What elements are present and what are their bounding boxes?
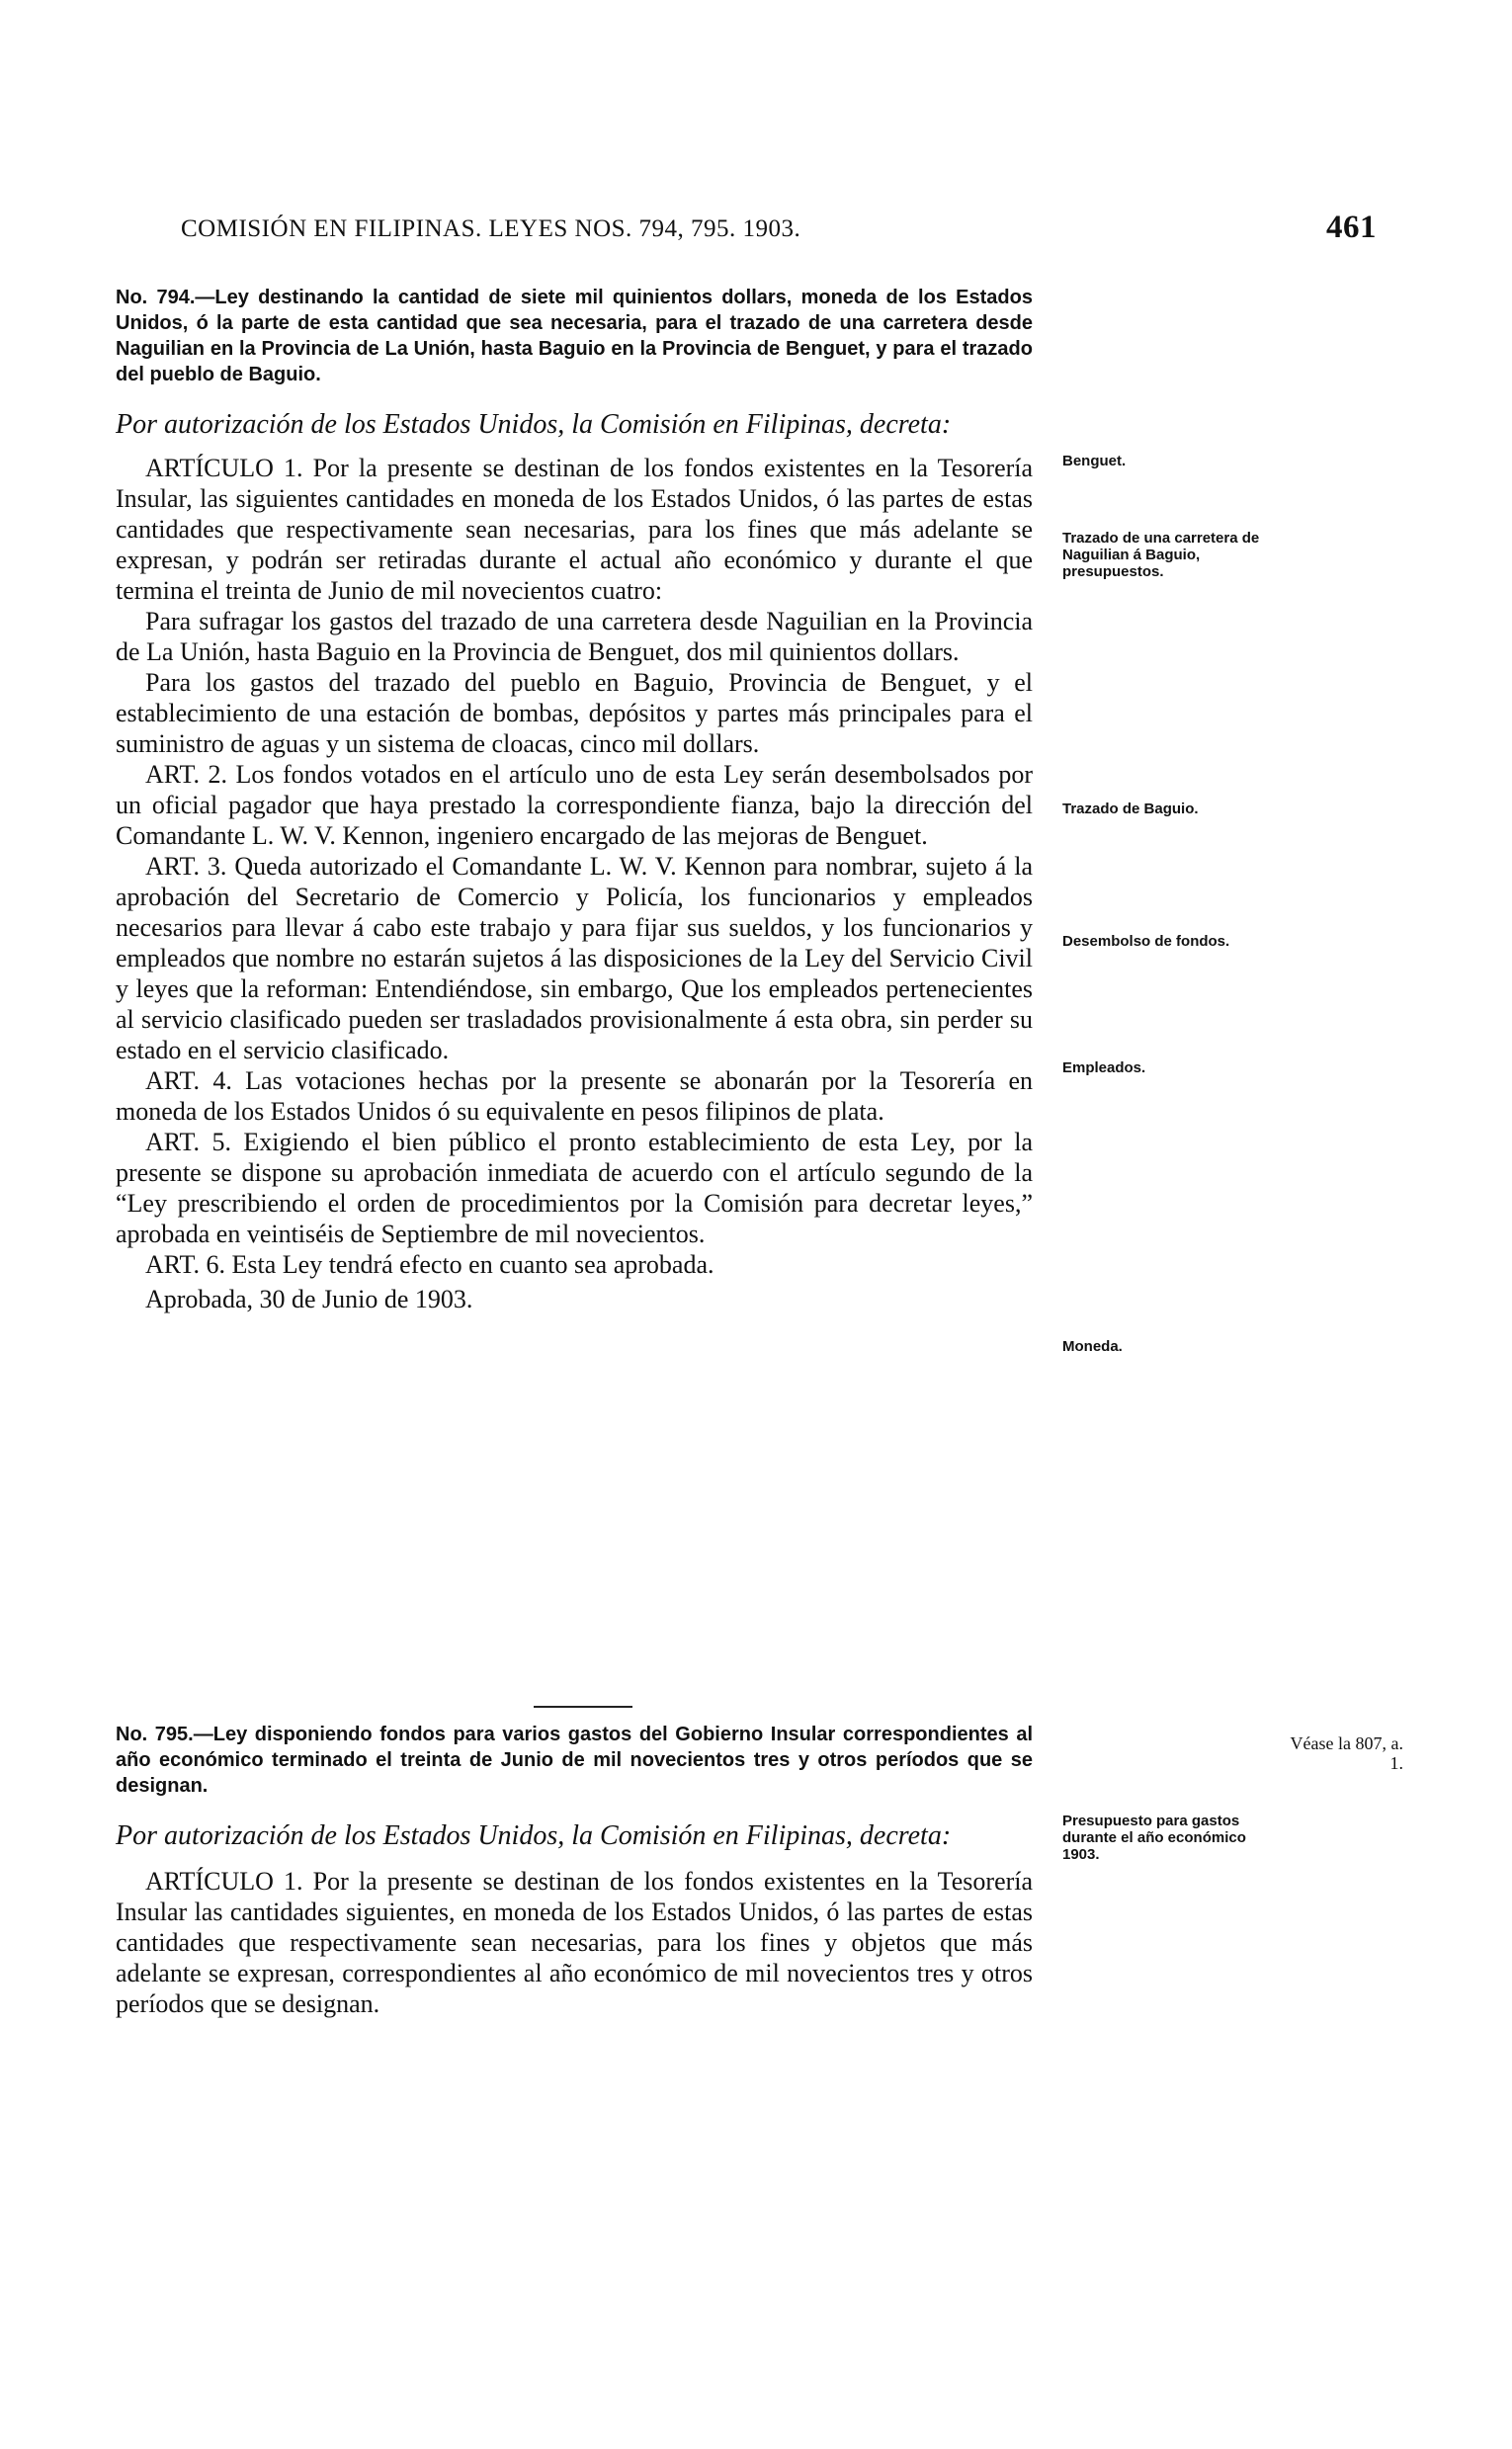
margin-note-disbursement: Desembolso de fondos. [1062,933,1230,950]
law-794-approval-date: Aprobada, 30 de Junio de 1903. [145,1285,473,1313]
law-794-article-5: ART. 5. Exigiendo el bien público el pronto establecimiento de esta Ley, por la presente se dispone su aprobación inmediata de acuerdo con el artículo segundo de la “Ley prescribiendo el orden de procedimientos por la Comisión para decretar leyes,” aprobada en veintiséis de Septiembre de mil novecientos. [116,1128,1033,1248]
cross-reference-note: Véase la 807, a. 1. [1290,1733,1403,1773]
law-794-article-6: ART. 6. Esta Ley tendrá efecto en cuanto sea aprobada. [145,1250,714,1279]
running-header [181,210,1377,245]
law-794-article-3: ART. 3. Queda autorizado el Comandante L. W. V. Kennon para nombrar, sujeto á la aprobación del Secretario de Comercio y Policía, los funcionarios y empleados necesarios para llevar á cabo este trabajo y para fijar sus sueldos, y los funcionarios y empleados que nombre no estarán sujetos á las disposiciones de la Ley del Servicio Civil y leyes que la reforman: Entendiéndose, sin embargo, Que los empleados pertenecientes al servicio clasificado pueden ser trasladados provisionalmente á esta obra, sin perder su estado en el servicio clasificado. [116,852,1034,1064]
law-794-article-2: ART. 2. Los fondos votados en el artículo uno de esta Ley serán desembolsados por un oficial pagador que haya prestado la correspondiente fianza, bajo la dirección del Comandante L. W. V. Kennon, ingeniero encargado de las mejoras de Benguet. [116,760,1033,850]
margin-note-budget-1903: Presupuesto para gastos durante el año económico 1903. [1062,1813,1246,1863]
running-head: COMISIÓN EN FILIPINAS. LEYES NOS. 794, 795. 1903. [181,215,801,242]
margin-note-road-budget: Trazado de una carretera de Naguilian á Baguio, presupuestos. [1062,530,1260,580]
law-794-article-1: ARTÍCULO 1. Por la presente se destinan de los fondos existentes en la Tesorería Insular, las siguientes cantidades en moneda de los Estados Unidos, ó las partes de estas cantidades que respectivamente sean necesarias, para los fines que más adelante se expresan, y podrán ser retiradas durante el actual año económico y durante el que termina el treinta de Junio de mil novecientos cuatro: [116,454,1034,605]
margin-note-currency: Moneda. [1062,1338,1123,1355]
law-794-paragraph-road: Para sufragar los gastos del trazado de una carretera desde Naguilian en la Provincia de La Unión, hasta Baguio en la Provincia de Benguet, dos mil quinientos dollars. [116,607,1033,666]
law-794-enacting-clause: Por autorización de los Estados Unidos, la Comisión en Filipinas, decreta: [116,409,952,440]
law-794-paragraph-town: Para los gastos del trazado del pueblo en Baguio, Provincia de Benguet, y el establecimiento de una estación de bombas, depósitos y partes más principales para el suministro de aguas y un sistema de cloacas, cinco mil dollars. [116,668,1033,758]
page-number: 461 [1326,210,1377,245]
law-794-number: No. 794. [116,287,196,308]
law-794-title-text: —Ley destinando la cantidad de siete mil quinientos dollars, moneda de los Estados Unidos, ó la parte de esta cantidad que sea necesaria, para el trazado de una carretera desde Naguilian en la Provincia de La Unión, hasta Baguio en la Provincia de Benguet, y para el trazado del pueblo de Baguio. [116,287,1033,385]
law-795-title-text: —Ley disponiendo fondos para varios gastos del Gobierno Insular correspondientes al año económico terminado el treinta de Junio de mil novecientos tres y otros períodos que se designan. [116,1724,1034,1797]
law-795 [116,1722,1033,2019]
margin-note-employees: Empleados. [1062,1059,1146,1076]
law-795-title [116,1722,1033,1799]
law-795-article-1: ARTÍCULO 1. Por la presente se destinan de los fondos existentes en la Tesorería Insular las cantidades siguientes, en moneda de los Estados Unidos, ó las partes de estas cantidades que respectivamente sean necesarias, para los fines y objetos que más adelante se expresan, correspondientes al año económico de mil novecientos tres y otros períodos que se designan. [116,1867,1034,2018]
law-794 [116,285,1033,1314]
law-794-title [116,285,1033,387]
margin-note-benguet: Benguet. [1062,453,1127,469]
law-794-article-4: ART. 4. Las votaciones hechas por la presente se abonarán por la Tesorería en moneda de los Estados Unidos ó su equivalente en pesos filipinos de plata. [116,1066,1034,1126]
section-divider [534,1706,632,1708]
margin-note-baguio-layout: Trazado de Baguio. [1062,801,1199,817]
law-795-number: No. 795. [116,1724,194,1745]
law-795-enacting-clause: Por autorización de los Estados Unidos, la Comisión en Filipinas, decreta: [116,1820,952,1851]
